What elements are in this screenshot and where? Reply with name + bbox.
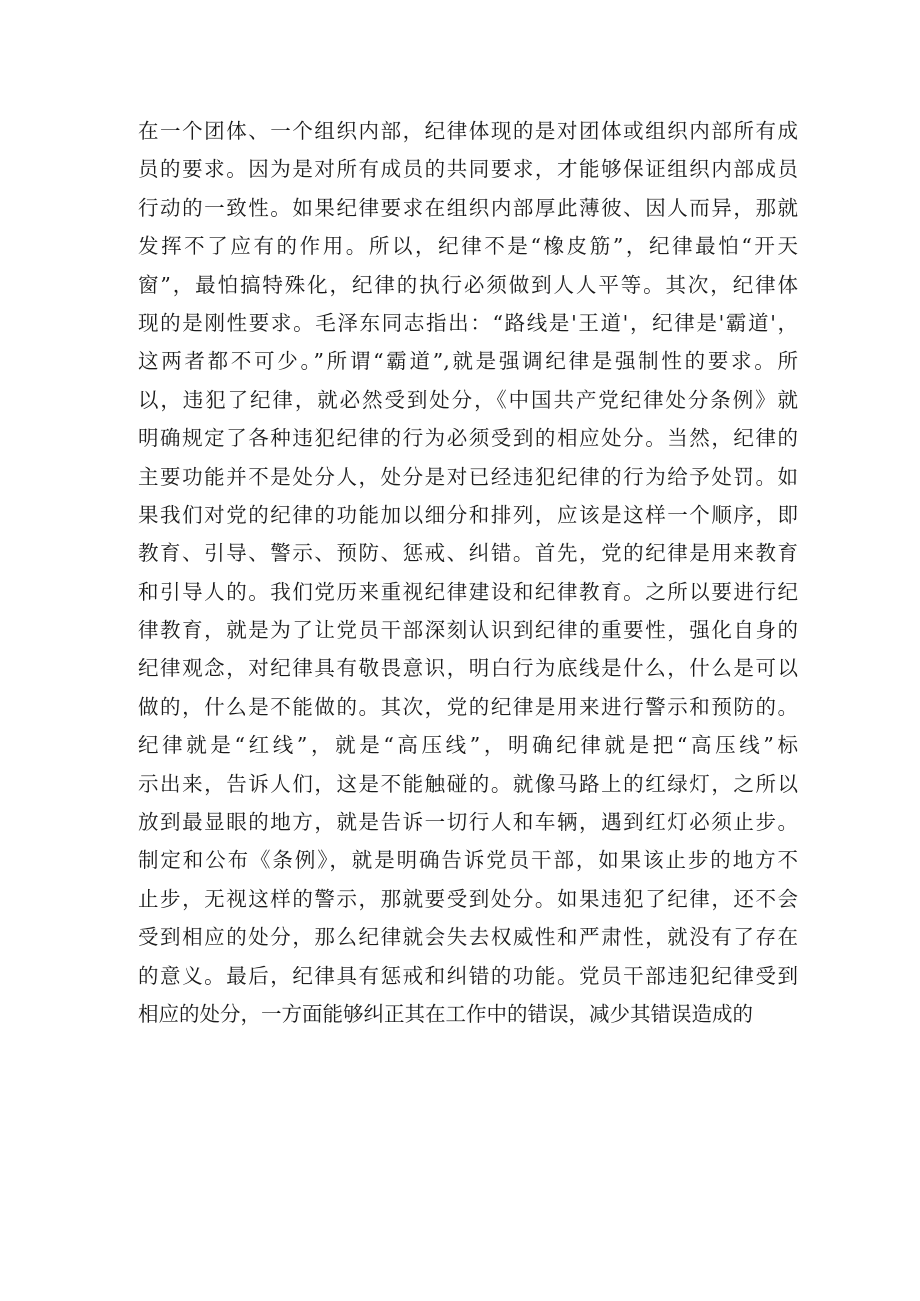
text-line: 窗”，最怕搞特殊化，纪律的执行必须做到人人平等。其次，纪律体 [138, 272, 798, 297]
text-line: 律教育，就是为了让党员干部深刻认识到纪律的重要性，强化自身的 [138, 618, 798, 643]
text-line: 受到相应的处分，那么纪律就会失去权威性和严肃性，就没有了存在 [138, 925, 798, 950]
text-line: 果我们对党的纪律的功能加以细分和排列，应该是这样一个顺序，即 [138, 502, 798, 527]
body-paragraph [138, 112, 798, 1033]
text-line: 做的，什么是不能做的。其次，党的纪律是用来进行警示和预防的。 [138, 694, 798, 719]
text-line: 明确规定了各种违犯纪律的行为必须受到的相应处分。当然，纪律的 [138, 426, 798, 451]
text-line: 的意义。最后，纪律具有惩戒和纠错的功能。党员干部违犯纪律受到 [138, 963, 798, 988]
text-line: 员的要求。因为是对所有成员的共同要求，才能够保证组织内部成员 [138, 157, 798, 182]
text-line: 发挥不了应有的作用。所以，纪律不是“橡皮筋”，纪律最怕“开天 [138, 234, 798, 259]
text-line: 制定和公布《条例》，就是明确告诉党员干部，如果该止步的地方不 [138, 848, 798, 873]
text-line: 纪律就是“红线”，就是“高压线”，明确纪律就是把“高压线”标 [138, 733, 798, 758]
text-line: 现的是刚性要求。毛泽东同志指出：“路线是'王道'，纪律是'霸道'， [138, 310, 798, 335]
text-line: 教育、引导、警示、预防、惩戒、纠错。首先，党的纪律是用来教育 [138, 541, 798, 566]
text-line: 放到最显眼的地方，就是告诉一切行人和车辆，遇到红灯必须止步。 [138, 810, 798, 835]
text-line: 主要功能并不是处分人，处分是对已经违犯纪律的行为给予处罚。如 [138, 464, 798, 489]
text-line: 纪律观念，对纪律具有敬畏意识，明白行为底线是什么，什么是可以 [138, 656, 798, 681]
text-line: 止步，无视这样的警示，那就要受到处分。如果违犯了纪律，还不会 [138, 886, 798, 911]
text-line: 在一个团体、一个组织内部，纪律体现的是对团体或组织内部所有成 [138, 119, 798, 143]
text-line: 这两者都不可少。”所谓“霸道”,就是强调纪律是强制性的要求。所 [138, 349, 798, 374]
text-line: 和引导人的。我们党历来重视纪律建设和纪律教育。之所以要进行纪 [138, 579, 798, 604]
text-line: 示出来，告诉人们，这是不能触碰的。就像马路上的红绿灯，之所以 [138, 771, 798, 796]
text-line: 行动的一致性。如果纪律要求在组织内部厚此薄彼、因人而异，那就 [138, 195, 798, 220]
text-line: 以，违犯了纪律，就必然受到处分，《中国共产党纪律处分条例》就 [138, 387, 798, 412]
text-line: 相应的处分，一方面能够纠正其在工作中的错误，减少其错误造成的 [138, 1001, 753, 1026]
